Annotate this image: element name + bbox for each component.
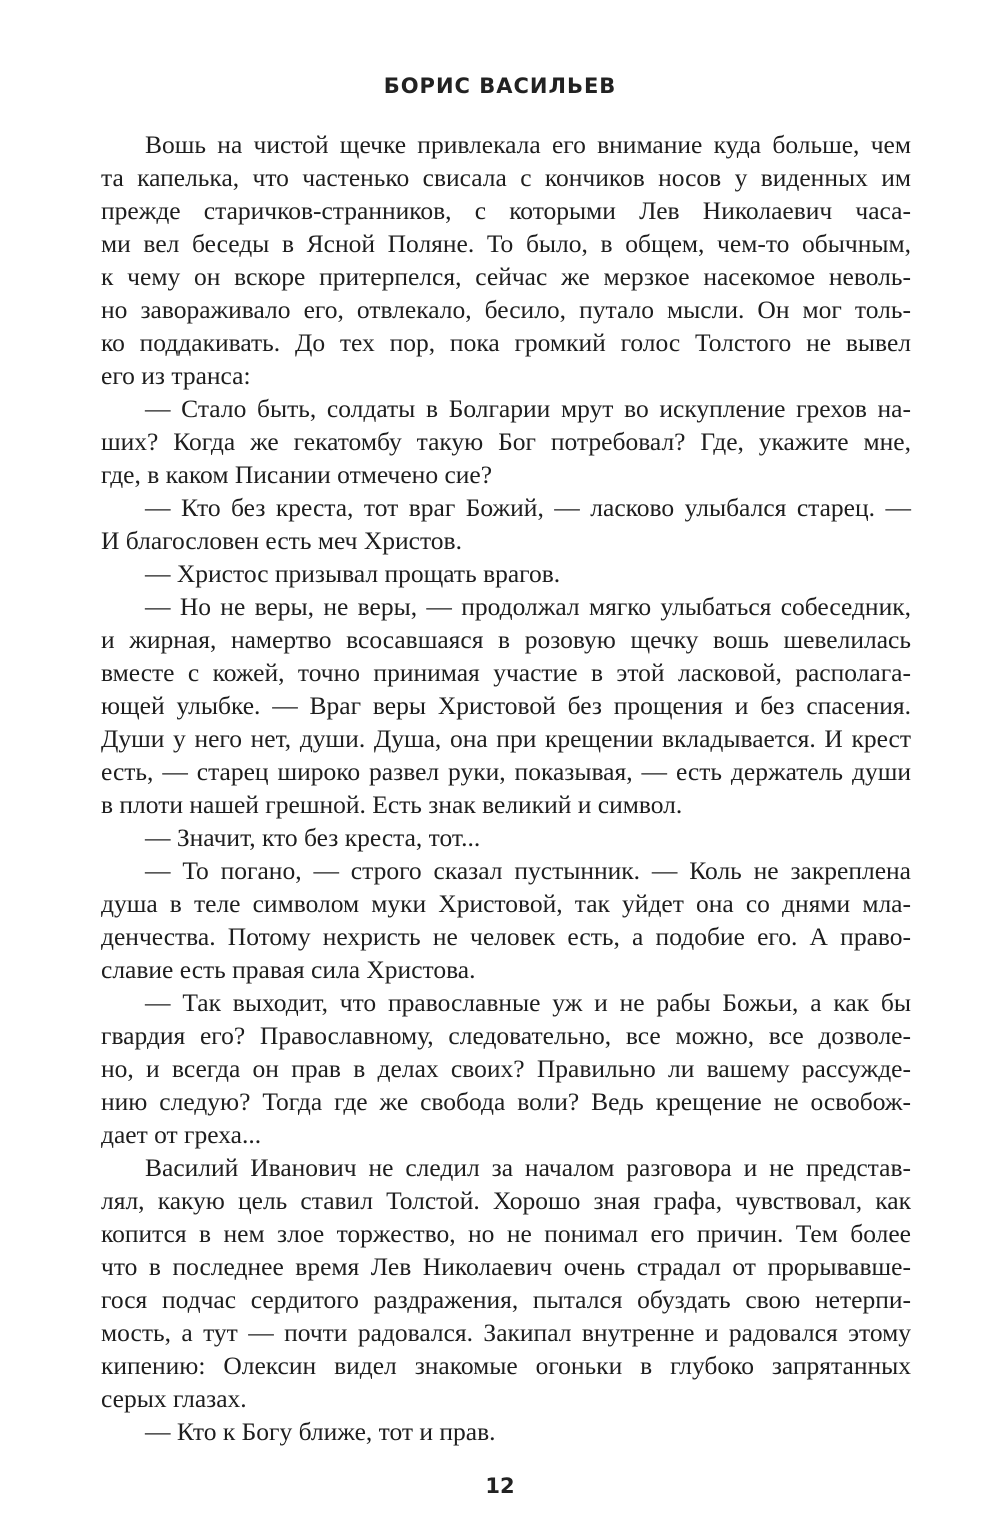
text-line: ших? Когда же гекатомбу такую Бог потребовал? Где, укажите мне, [101,427,911,456]
text-line: — Но не веры, не веры, — продолжал мягко улыбаться собеседник, [145,592,911,621]
running-header: БОРИС ВАСИЛЬЕВ [383,74,617,98]
text-line: нию следую? Тогда где же свобода воли? Ведь крещение не освобож- [101,1087,911,1116]
text-line: ми вел беседы в Ясной Поляне. То было, в общем, чем-то обычным, [101,229,911,258]
text-line: и жирная, намертво всосавшаяся в розовую щечку вошь шевелилась [101,625,911,654]
text-line: — То погано, — строго сказал пустынник. — Коль не закреплена [145,856,911,885]
text-line: та капелька, что частенько свисала с кончиков носов у виденных им [101,163,911,192]
text-line: денчества. Потому нехристь не человек есть, а подобие его. А право- [101,922,911,951]
text-line: что в последнее время Лев Николаевич очень страдал от прорывавше- [101,1252,911,1281]
text-line: душа в теле символом муки Христовой, так уйдет она со днями мла- [101,889,911,918]
text-line: Василий Иванович не следил за началом разговора и не представ- [145,1153,911,1182]
text-line: — Стало быть, солдаты в Болгарии мрут во искупление грехов на- [145,394,911,423]
text-line: есть, — старец широко развел руки, показывая, — есть держатель души [101,757,911,786]
text-line: где, в каком Писании отмечено сие? [101,460,493,489]
text-line: — Так выходит, что православные уж и не рабы Божьи, а как бы [145,988,911,1017]
text-line: — Христос призывал прощать врагов. [145,559,561,588]
page-number: 12 [485,1474,515,1498]
text-line: И благословен есть меч Христов. [101,526,462,555]
text-line: серых глазах. [101,1384,247,1413]
text-line: Души у него нет, души. Душа, она при крещении вкладывается. И крест [101,724,911,753]
text-line: — Кто к Богу ближе, тот и прав. [145,1417,496,1446]
text-line: гвардия его? Православному, следовательно, все можно, все дозволе- [101,1021,911,1050]
text-line: к чему он вскоре притерпелся, сейчас же мерзкое насекомое неволь- [101,262,911,291]
text-line: прежде старичков-странников, с которыми Лев Николаевич часа- [101,196,911,225]
text-line: но завораживало его, отвлекало, бесило, путало мысли. Он мог толь- [101,295,911,324]
text-line: ющей улыбке. — Враг веры Христовой без прощения и без спасения. [101,691,911,720]
text-line: — Значит, кто без креста, тот... [145,823,481,852]
text-line: Вошь на чистой щечке привлекала его внимание куда больше, чем [145,130,911,159]
text-line: ко поддакивать. До тех пор, пока громкий голос Толстого не вывел [101,328,911,357]
text-line: вместе с кожей, точно принимая участие в этой ласковой, располага- [101,658,911,687]
text-line: кипению: Олексин видел знакомые огоньки в глубоко запрятанных [101,1351,911,1380]
body-text [101,128,911,1448]
text-line: копится в нем злое торжество, но не понимал его причин. Тем более [101,1219,911,1248]
text-line: его из транса: [101,361,251,390]
text-line: — Кто без креста, тот враг Божий, — ласково улыбался старец. — [145,493,911,522]
text-line: в плоти нашей грешной. Есть знак великий и символ. [101,790,683,819]
text-line: славие есть правая сила Христова. [101,955,476,984]
text-line: лял, какую цель ставил Толстой. Хорошо зная графа, чувствовал, как [101,1186,911,1215]
text-line: дает от греха... [101,1120,262,1149]
text-line: гося подчас сердитого раздражения, пытался обуздать свою нетерпи- [101,1285,911,1314]
text-line: мость, а тут — почти радовался. Закипал внутренне и радовался этому [101,1318,911,1347]
text-line: но, и всегда он прав в делах своих? Правильно ли вашему рассужде- [101,1054,911,1083]
